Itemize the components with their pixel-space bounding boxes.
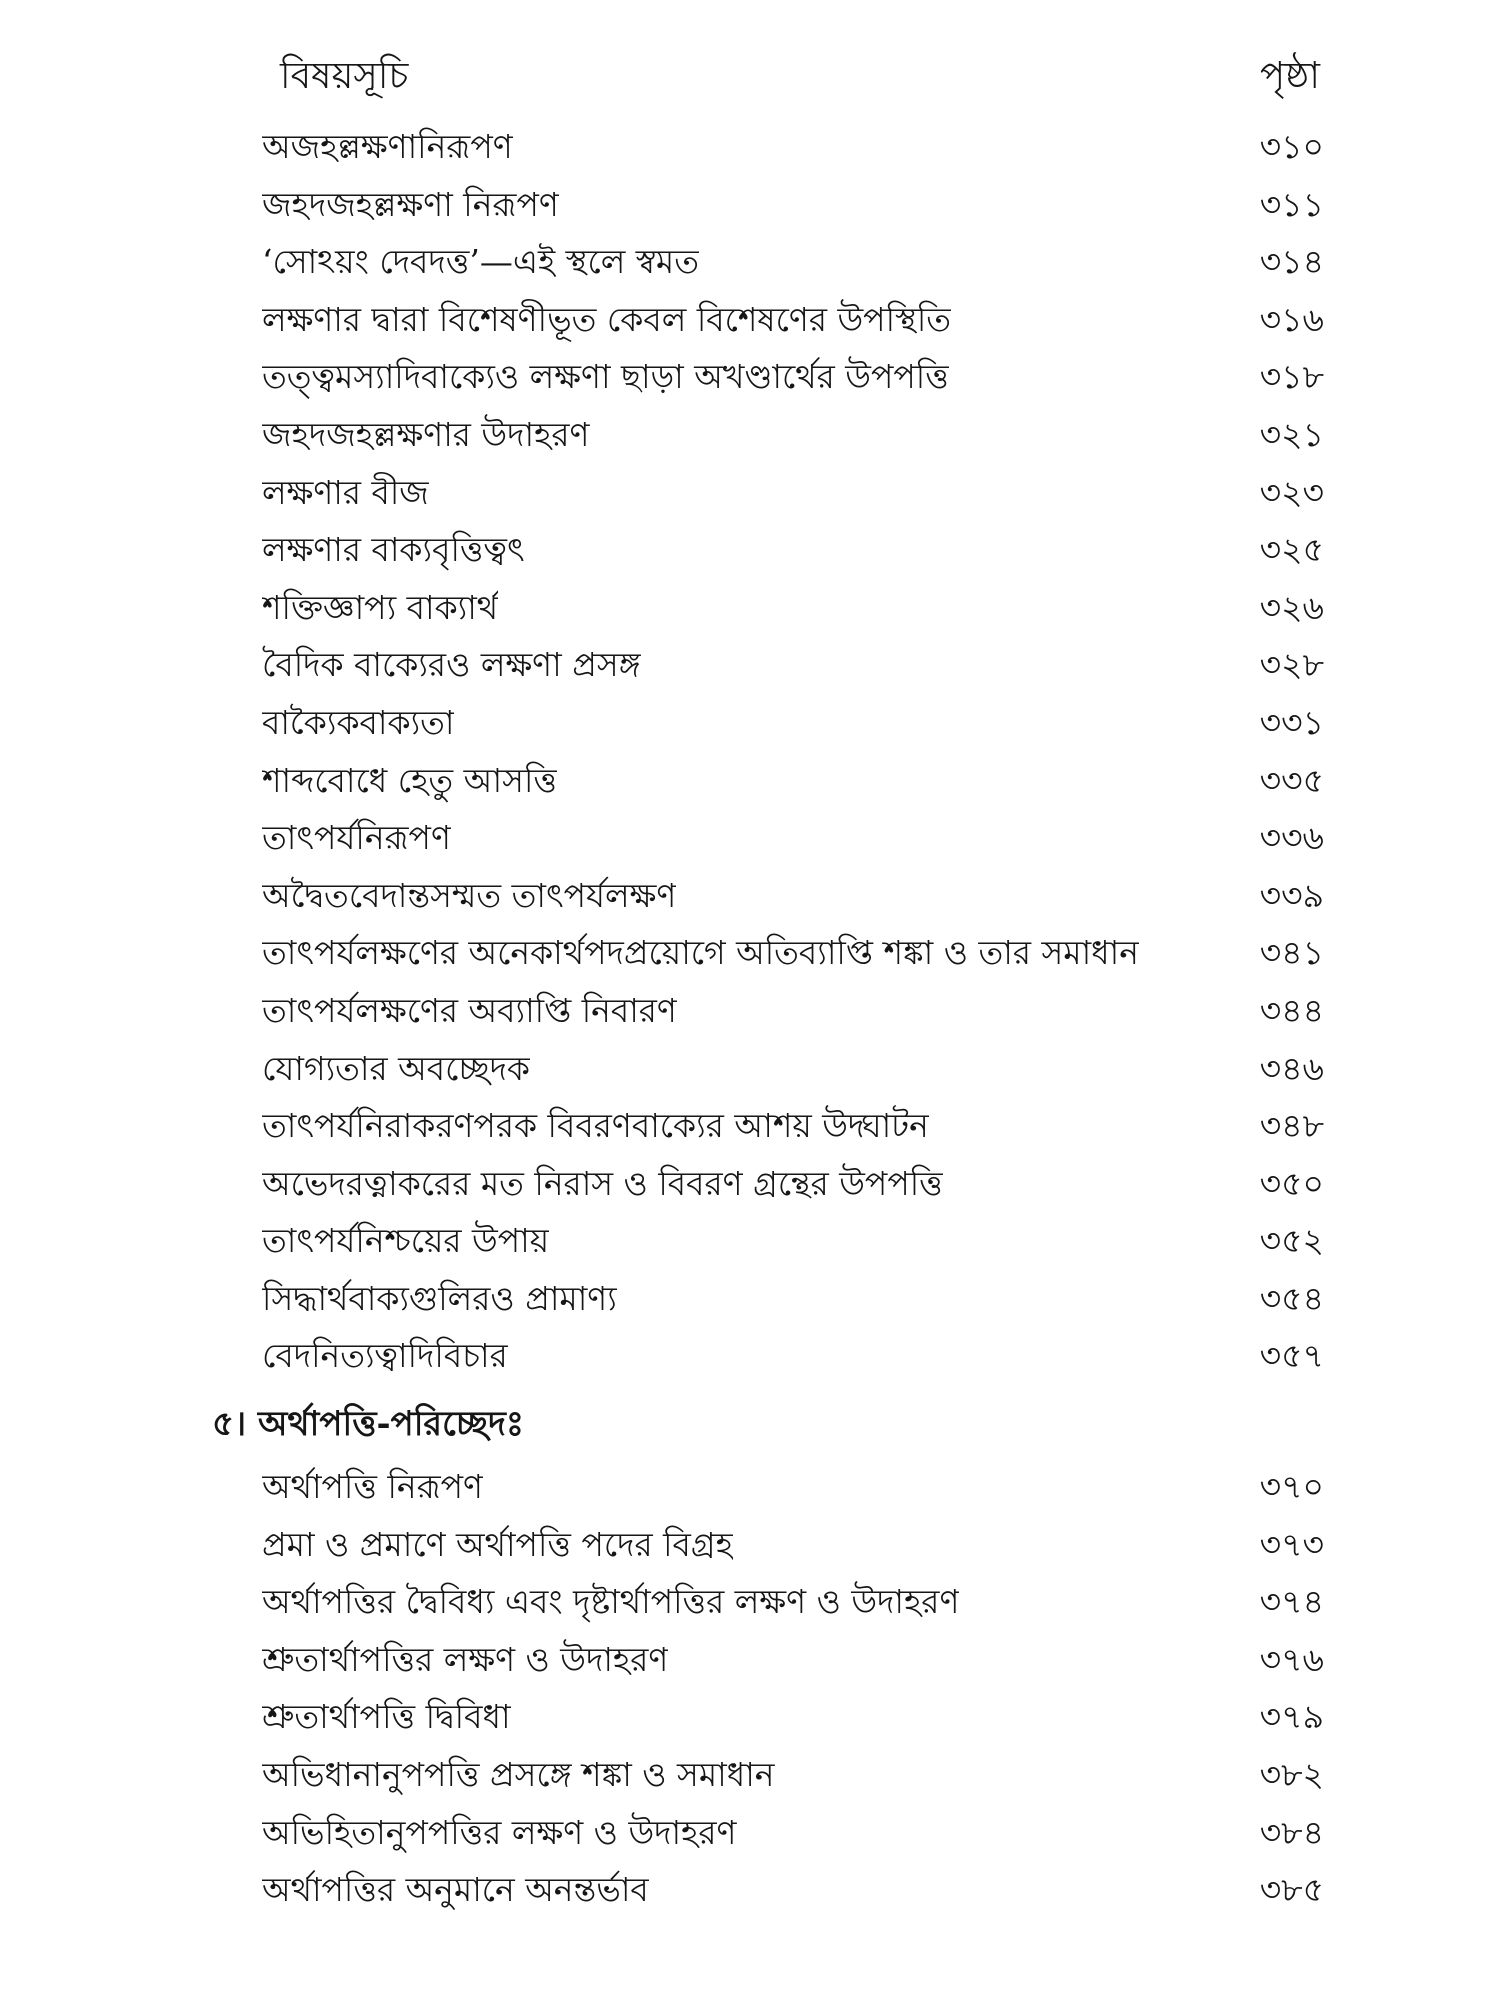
toc-entry: [262, 1631, 1324, 1689]
entry-title: অর্থাপত্তি নিরূপণ: [262, 1467, 483, 1506]
entry-page-number: ৩৩৬: [1259, 818, 1324, 858]
toc-entry: [262, 291, 1324, 349]
entry-title: শক্তিজ্ঞাপ্য বাক্যার্থ: [262, 587, 499, 627]
entry-title: লক্ষণার দ্বারা বিশেষণীভূত কেবল বিশেষণের উপস্থিতি: [262, 299, 952, 339]
entry-page-number: ৩১৪: [1259, 242, 1324, 282]
toc-entry: [262, 1516, 1324, 1574]
toc-entry: [262, 521, 1324, 579]
entry-title: অভেদরত্নাকরের মত নিরাস ও বিবরণ গ্রন্থের উপপত্তি: [262, 1163, 943, 1203]
entry-title: তাৎপর্যলক্ষণের অব্যাপ্তি নিবারণ: [262, 990, 677, 1030]
entry-title: শাব্দবোধে হেতু আসত্তি: [262, 760, 558, 800]
entry-title: তাৎপর্যনিরূপণ: [262, 818, 451, 858]
toc-entry: [262, 1861, 1324, 1919]
entry-title: অদ্বৈতবেদান্তসম্মত তাৎপর্যলক্ষণ: [262, 875, 677, 915]
section-heading: ৫। অর্থাপত্তি-পরিচ্ছেদঃ: [212, 1404, 524, 1444]
entry-title: বৈদিক বাক্যেরও লক্ষণা প্রসঙ্গ: [262, 645, 641, 685]
toc-entry: [262, 1688, 1324, 1746]
toc-entry: [262, 118, 1324, 176]
toc-header: [280, 52, 1320, 112]
entry-title: জহদজহল্লক্ষণার উদাহরণ: [262, 414, 590, 454]
entry-page-number: ৩৭০: [1259, 1467, 1324, 1506]
toc-entry: [262, 694, 1324, 752]
entry-title: অভিহিতানুপপত্তির লক্ষণ ও উদাহরণ: [262, 1812, 737, 1852]
toc-entry: [262, 176, 1324, 234]
toc-entry: [262, 809, 1324, 867]
toc-entry: [262, 1746, 1324, 1804]
entry-page-number: ৩৪৬: [1259, 1048, 1324, 1088]
toc-entry: [262, 233, 1324, 291]
toc-entry: [262, 1458, 1324, 1516]
entry-page-number: ৩৭৩: [1259, 1524, 1324, 1564]
entry-title: অজহল্লক্ষণানিরূপণ: [262, 127, 513, 166]
entry-title: প্রমা ও প্রমাণে অর্থাপত্তি পদের বিগ্রহ: [262, 1524, 733, 1564]
entry-title: অভিধানানুপপত্তি প্রসঙ্গে শঙ্কা ও সমাধান: [262, 1754, 775, 1794]
entry-page-number: ৩৪৮: [1259, 1106, 1324, 1146]
entry-page-number: ৩৫৭: [1259, 1336, 1324, 1376]
entry-title: শ্রুতার্থাপত্তির লক্ষণ ও উদাহরণ: [262, 1639, 669, 1679]
entry-page-number: ৩৫২: [1259, 1221, 1324, 1261]
entry-title: লক্ষণার বীজ: [262, 472, 429, 512]
toc-entry: [262, 1155, 1324, 1213]
entry-page-number: ৩৫০: [1259, 1163, 1324, 1203]
entry-page-number: ৩৮৪: [1259, 1812, 1324, 1852]
entry-page-number: ৩২৩: [1259, 472, 1324, 512]
entry-page-number: ৩৮৫: [1259, 1870, 1324, 1910]
entry-page-number: ৩৮২: [1259, 1754, 1324, 1794]
toc-entry: [262, 1804, 1324, 1862]
toc-entry: [262, 1040, 1324, 1098]
toc-entry: [262, 1270, 1324, 1328]
toc-entry: [262, 924, 1324, 982]
entry-page-number: ৩২৬: [1259, 587, 1324, 627]
entry-title: ‘সোঽয়ং দেবদত্ত’—এই স্থলে স্বমত: [262, 242, 699, 282]
toc-entry: [262, 348, 1324, 406]
entry-page-number: ৩১১: [1259, 184, 1324, 224]
toc-entry: [262, 579, 1324, 637]
entry-title: অর্থাপত্তির দ্বৈবিধ্য এবং দৃষ্টার্থাপত্তির লক্ষণ ও উদাহরণ: [262, 1582, 960, 1622]
entry-title: সিদ্ধার্থবাক্যগুলিরও প্রামাণ্য: [262, 1278, 617, 1318]
entry-page-number: ৩৩৫: [1259, 760, 1324, 800]
toc-entry: [262, 982, 1324, 1040]
entry-title: তাৎপর্যলক্ষণের অনেকার্থপদপ্রয়োগে অতিব্যাপ্তি শঙ্কা ও তার সমাধান: [262, 933, 1139, 973]
entry-page-number: ৩৫৪: [1259, 1278, 1324, 1318]
toc-entry-list: [262, 1458, 1324, 1919]
entry-title: যোগ্যতার অবচ্ছেদক: [262, 1048, 531, 1088]
entry-page-number: ৩৩৯: [1259, 875, 1324, 915]
toc-entry: [262, 636, 1324, 694]
entry-page-number: ৩২৫: [1259, 530, 1324, 570]
toc-entry: [262, 752, 1324, 810]
entry-title: লক্ষণার বাক্যবৃত্তিত্বৎ: [262, 530, 525, 570]
entry-page-number: ৩৪৪: [1259, 990, 1324, 1030]
entry-page-number: ৩৭৯: [1259, 1697, 1324, 1737]
toc-entry: [262, 406, 1324, 464]
toc-entry: [262, 1097, 1324, 1155]
entry-title: তাৎপর্যনিরাকরণপরক বিবরণবাক্যের আশয় উদ্ঘাটন: [262, 1106, 929, 1146]
entry-page-number: ৩৭৬: [1259, 1639, 1324, 1679]
entry-page-number: ৩২১: [1259, 414, 1324, 454]
entry-title: বাক্যৈকবাক্যতা: [262, 702, 455, 742]
toc-entry: [262, 1212, 1324, 1270]
toc-entry: [262, 1327, 1324, 1385]
toc-entry-list: [262, 118, 1324, 1385]
entry-page-number: ৩১০: [1259, 127, 1324, 166]
toc-title: বিষয়সূচি: [280, 54, 409, 97]
page-column-label: পৃষ্ঠা: [1260, 54, 1320, 97]
entry-page-number: ৩১৬: [1259, 299, 1324, 339]
toc-entry: [262, 867, 1324, 925]
entry-page-number: ৩৪১: [1259, 933, 1324, 973]
entry-title: অর্থাপত্তির অনুমানে অনন্তর্ভাব: [262, 1870, 649, 1910]
entry-title: তাৎপর্যনিশ্চয়ের উপায়: [262, 1221, 550, 1261]
entry-page-number: ৩১৮: [1259, 357, 1324, 397]
entry-title: শ্রুতার্থাপত্তি দ্বিবিধা: [262, 1697, 511, 1737]
entry-page-number: ৩২৮: [1259, 645, 1324, 685]
toc-entry: [262, 1573, 1324, 1631]
entry-title: তত্ত্বমস্যাদিবাক্যেও লক্ষণা ছাড়া অখণ্ডার্থের উপপত্তি: [262, 357, 949, 397]
toc-entry: [262, 464, 1324, 522]
entry-page-number: ৩৭৪: [1259, 1582, 1324, 1622]
entry-page-number: ৩৩১: [1259, 702, 1324, 742]
entry-title: জহদজহল্লক্ষণা নিরূপণ: [262, 184, 559, 224]
entry-title: বেদনিত্যত্বাদিবিচার: [262, 1336, 508, 1376]
